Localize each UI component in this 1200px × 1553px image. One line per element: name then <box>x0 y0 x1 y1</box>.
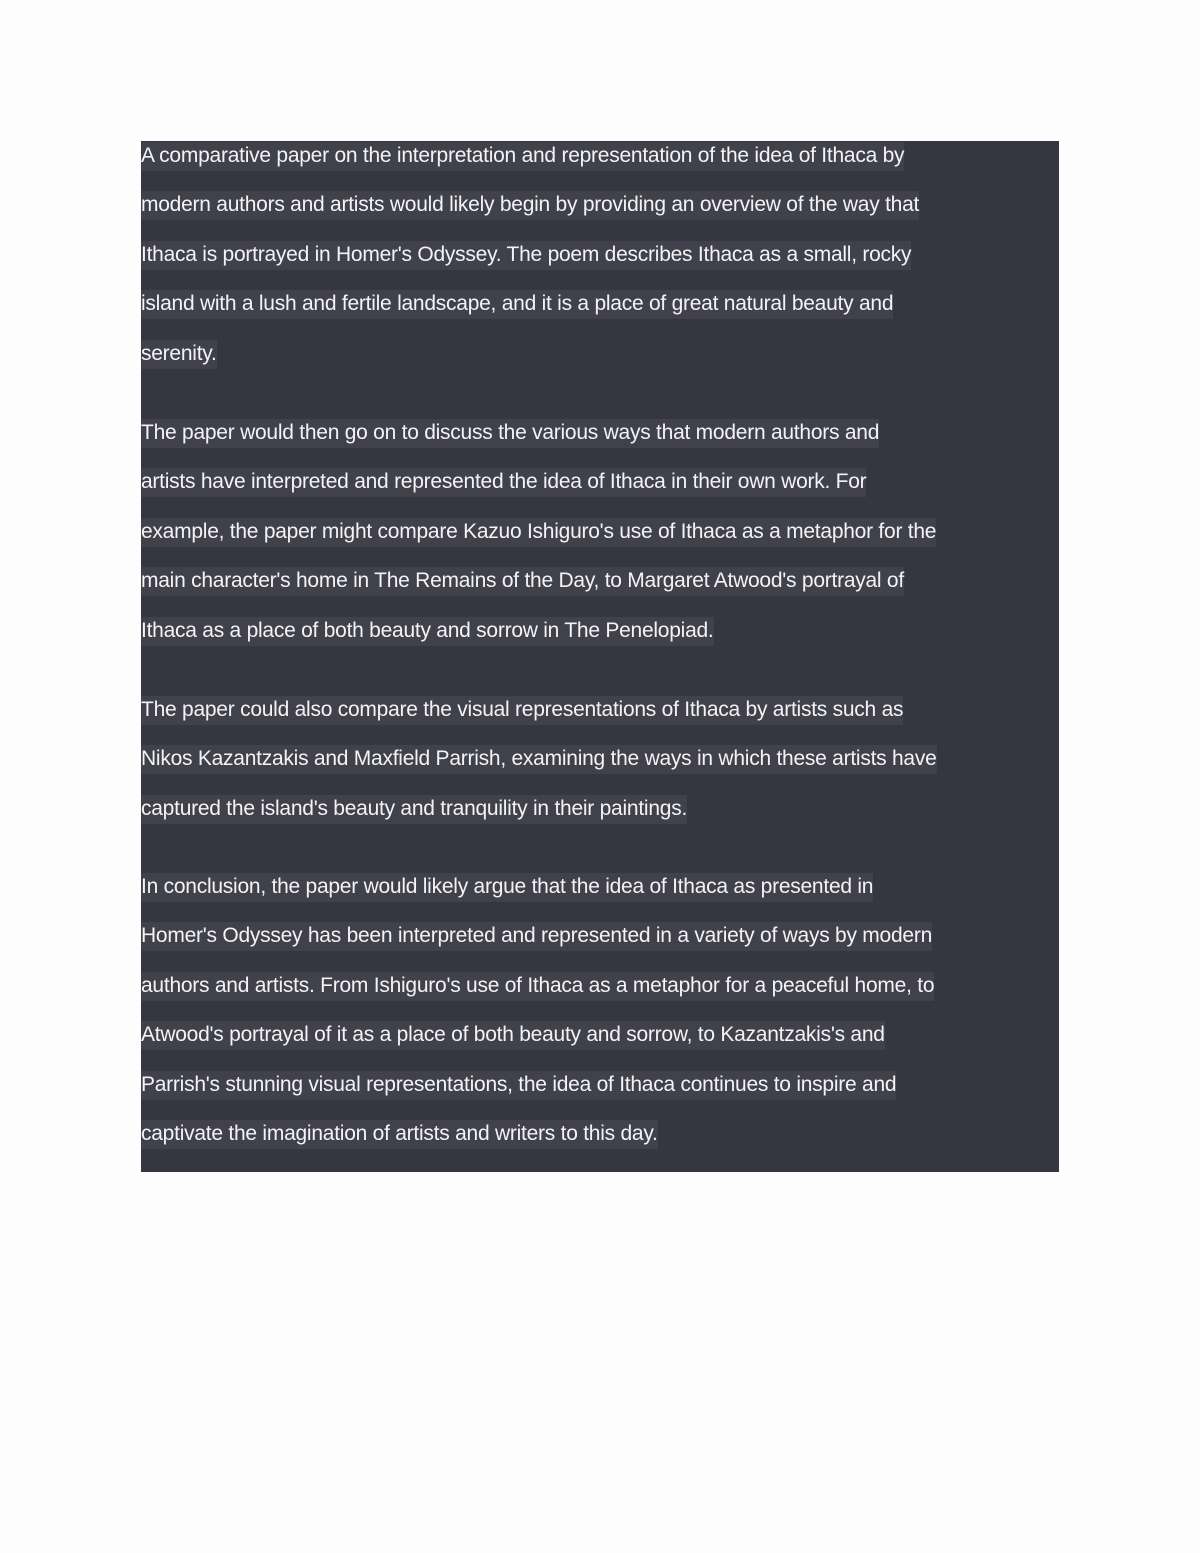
text-line: authors and artists. From Ishiguro's use of Ithaca as a metaphor for a peaceful home, to <box>141 961 934 1010</box>
text-line: Parrish's stunning visual representations, the idea of Ithaca continues to inspire and <box>141 1060 934 1109</box>
text-line: captivate the imagination of artists and writers to this day. <box>141 1109 934 1158</box>
text-line: Nikos Kazantzakis and Maxfield Parrish, examining the ways in which these artists have <box>141 734 937 783</box>
text-line: Ithaca is portrayed in Homer's Odyssey. The poem describes Ithaca as a small, rocky <box>141 230 919 279</box>
text-line: modern authors and artists would likely begin by providing an overview of the way that <box>141 180 919 229</box>
paragraph-1 <box>141 131 919 378</box>
paragraph-4 <box>141 862 934 1158</box>
text-line: Ithaca as a place of both beauty and sorrow in The Penelopiad. <box>141 606 936 655</box>
text-line: The paper would then go on to discuss the various ways that modern authors and <box>141 408 936 457</box>
text-line: captured the island's beauty and tranquility in their paintings. <box>141 784 937 833</box>
text-line: Homer's Odyssey has been interpreted and represented in a variety of ways by modern <box>141 911 934 960</box>
text-line: main character's home in The Remains of the Day, to Margaret Atwood's portrayal of <box>141 556 936 605</box>
text-line: The paper could also compare the visual representations of Ithaca by artists such as <box>141 685 937 734</box>
text-line: artists have interpreted and represented the idea of Ithaca in their own work. For <box>141 457 936 506</box>
paragraph-3 <box>141 685 937 833</box>
text-line: Atwood's portrayal of it as a place of both beauty and sorrow, to Kazantzakis's and <box>141 1010 934 1059</box>
paragraph-2 <box>141 408 936 655</box>
text-line: In conclusion, the paper would likely argue that the idea of Ithaca as presented in <box>141 862 934 911</box>
text-line: example, the paper might compare Kazuo Ishiguro's use of Ithaca as a metaphor for the <box>141 507 936 556</box>
text-line: island with a lush and fertile landscape, and it is a place of great natural beauty and <box>141 279 919 328</box>
text-line: serenity. <box>141 329 919 378</box>
text-line: A comparative paper on the interpretation and representation of the idea of Ithaca by <box>141 131 919 180</box>
